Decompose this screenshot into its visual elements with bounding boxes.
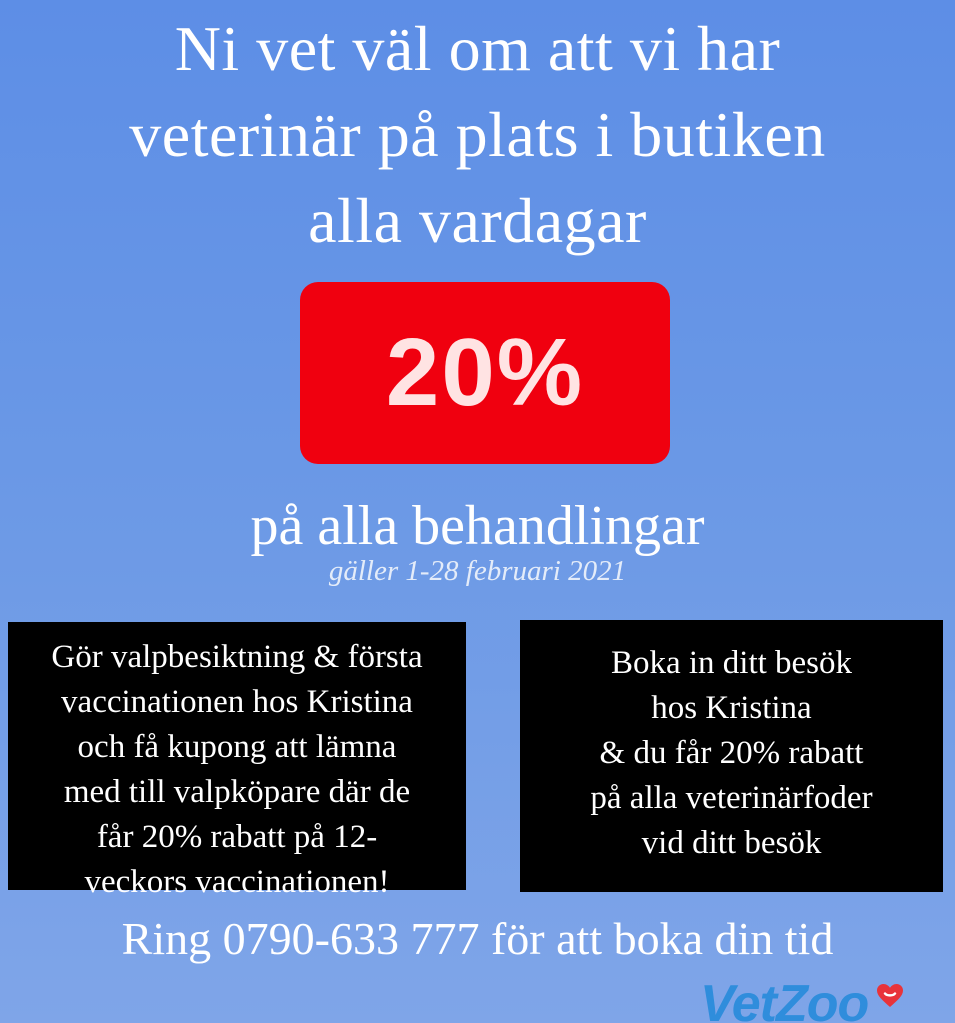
puppy-offer-line: vaccinationen hos Kristina <box>61 684 413 720</box>
validity-text: gäller 1-28 februari 2021 <box>328 555 627 587</box>
discount-badge <box>300 282 670 464</box>
puppy-offer-line: med till valpköpare där de <box>63 774 411 810</box>
puppy-offer-line: får 20% rabatt på 12- <box>96 819 378 855</box>
puppy-offer-line: och få kupong att lämna <box>77 729 397 765</box>
puppy-offer-line: veckors vaccinationen! <box>84 864 390 900</box>
headline-line-3: alla vardagar <box>308 185 647 256</box>
subheadline: på alla behandlingar <box>250 495 705 557</box>
booking-offer-box <box>520 620 943 892</box>
booking-offer-line: & du får 20% rabatt <box>599 735 864 771</box>
booking-offer-line: Boka in ditt besök <box>610 645 853 681</box>
headline-line-1: Ni vet väl om att vi har <box>174 13 781 84</box>
booking-offer-line: vid ditt besök <box>641 825 822 861</box>
discount-value: 20% <box>385 319 585 426</box>
headline <box>0 6 955 264</box>
logo-text: VetZoo <box>700 980 869 1023</box>
booking-offer-line: på alla veterinärfoder <box>590 780 873 816</box>
heart-icon <box>876 983 904 1009</box>
puppy-offer-line: Gör valpbesiktning & första <box>51 639 423 675</box>
headline-line-2: veterinär på plats i butiken <box>129 99 826 170</box>
call-to-action: Ring 0790-633 777 för att boka din tid <box>121 913 834 964</box>
booking-offer-line: hos Kristina <box>651 690 812 726</box>
puppy-offer-box <box>8 622 466 900</box>
